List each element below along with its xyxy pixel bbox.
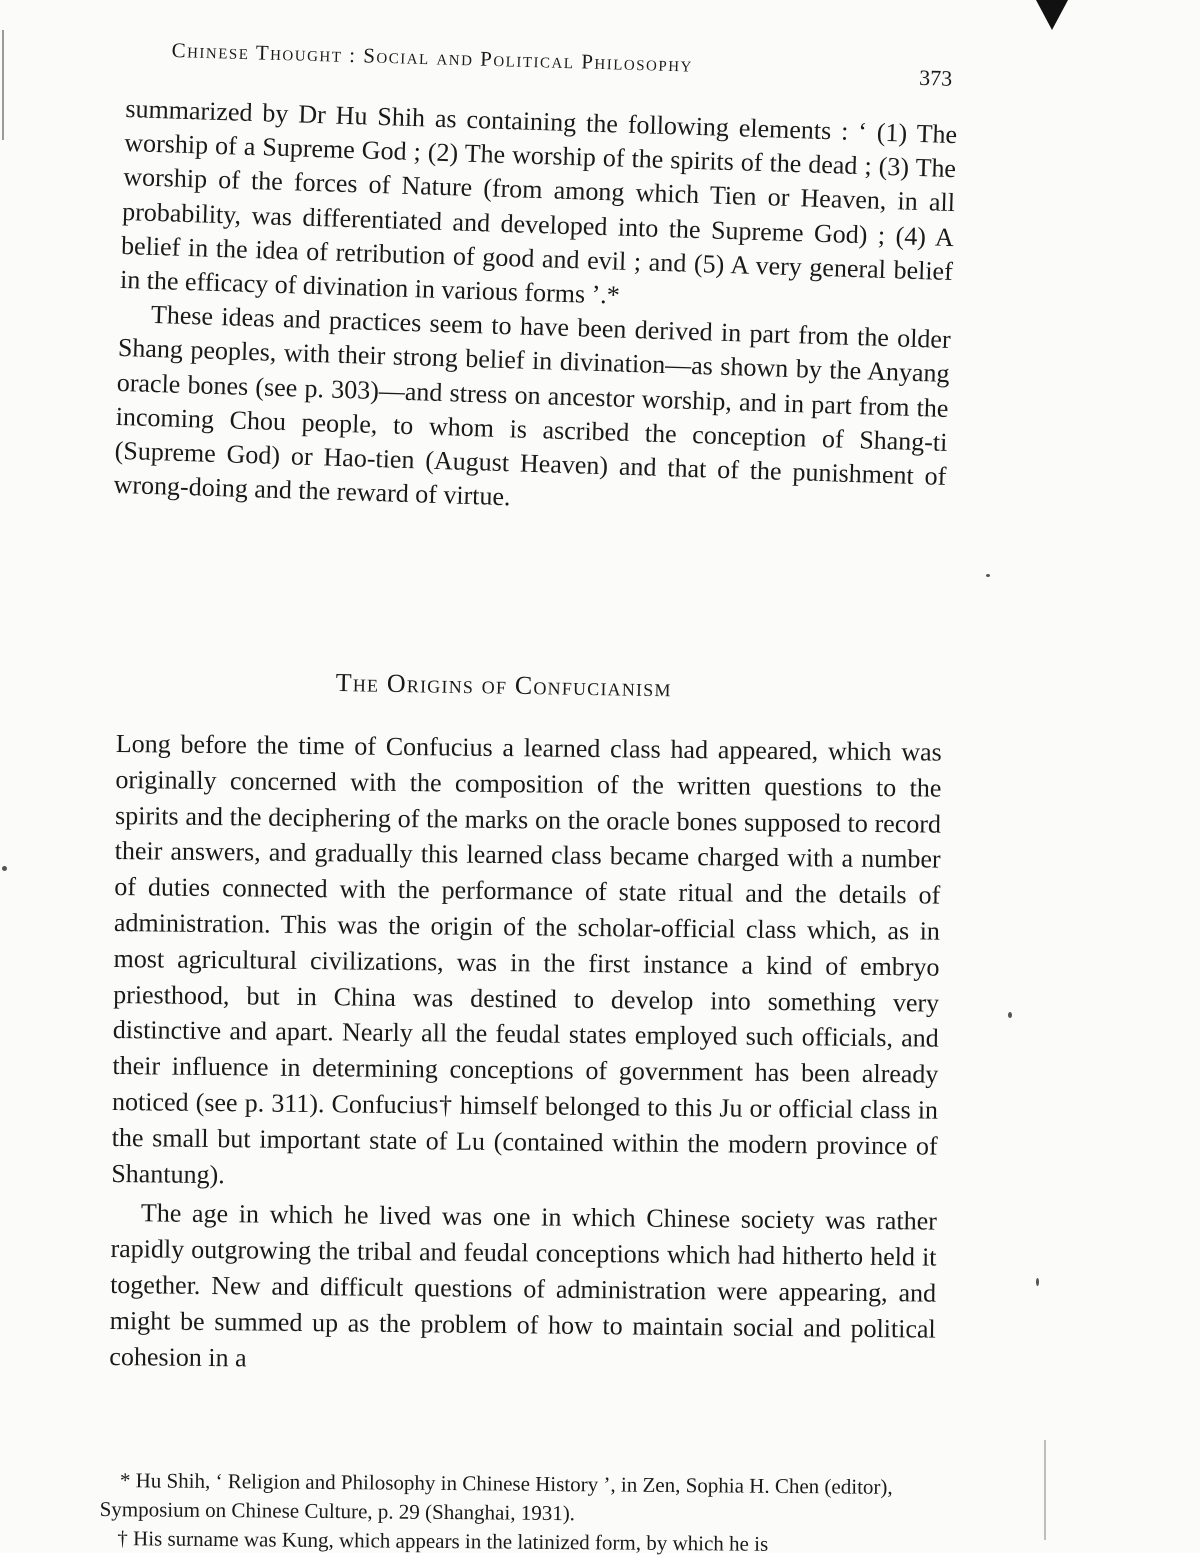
opening-text-block xyxy=(113,92,957,528)
paragraph-shang-chou-origins: These ideas and practices seem to have been derived in part from the older Shang peoples, with their strong belief in divination—as shown by the Anyang oracle bones (see p. 303)—and stress on ancestor worship, and in part from the incoming Chou people, to whom is ascribed the conception of Shang-ti (Supreme God) or Hao-tien (August Heaven) and that of the punishment of wrong-doing and the reward of virtue. xyxy=(113,300,952,512)
scan-speck xyxy=(986,574,990,577)
footnote-asterisk: * Hu Shih, ‘ Religion and Philosophy in Chinese History ’, in Zen, Sophia H. Chen (editor), Symposium on Chinese Culture, p. 29 (Shanghai, 1931). xyxy=(99,1468,893,1526)
footnotes xyxy=(99,1466,958,1560)
scan-speck xyxy=(1036,1278,1039,1286)
paragraph-hu-shih-summary: summarized by Dr Hu Shih as containing the following elements : ‘ (1) The worship of a Supreme God ; (2) The worship of the spirits of the dead ; (3) The worship of the forces of Nature (from among which Tien or Heaven, in all probability, was differentiated and developed into the Supreme God) ; (4) A belief in the idea of retribution of good and evil ; and (5) A very general belief in the efficacy of divination in various forms ’.* xyxy=(119,93,958,310)
paragraph-learned-class: Long before the time of Confucius a learned class had appeared, which was originally concerned with the composition of the written questions to the spirits and the deciphering of the marks on the oracle bones supposed to record their answers, and gradually this learned class became charged with a number of duties connected with the performance of state ritual and the details of administration. This was the origin of the scholar-official class which, as in most agricultural civilizations, was in the first instance a kind of embryo priesthood, but in China was destined to develop into something very distinctive and apart. Nearly all the feudal states employed such officials, and their influence in determining conceptions of government has been already noticed (see p. 311). Confucius† himself belonged to this Ju or official class in the small but important state of Lu (contained within the modern province of Shantung). xyxy=(111,728,942,1189)
section-heading: The Origins of Confucianism xyxy=(335,668,672,703)
scan-edge-mark xyxy=(1044,1440,1046,1540)
running-head-title: Chinese Thought : Social and Political Philosophy xyxy=(171,38,694,77)
scan-edge-mark xyxy=(2,30,4,140)
paragraph-age-of-confucius: The age in which he lived was one in which Chinese society was rather rapidly outgrowing the tribal and feudal conceptions which had hitherto held it together. New and difficult questions of administration were appearing, and might be summed up as the problem of how to maintain social and political cohesion in a xyxy=(109,1198,938,1372)
running-head xyxy=(171,38,971,91)
page-number: 373 xyxy=(918,64,953,91)
scan-corner-shadow xyxy=(1036,0,1068,30)
footnote-dagger: † His surname was Kung, which appears in the latinized form, by which he is xyxy=(117,1526,769,1556)
origins-text-block xyxy=(109,726,942,1383)
scan-speck xyxy=(2,866,7,871)
scan-speck xyxy=(1008,1012,1012,1018)
